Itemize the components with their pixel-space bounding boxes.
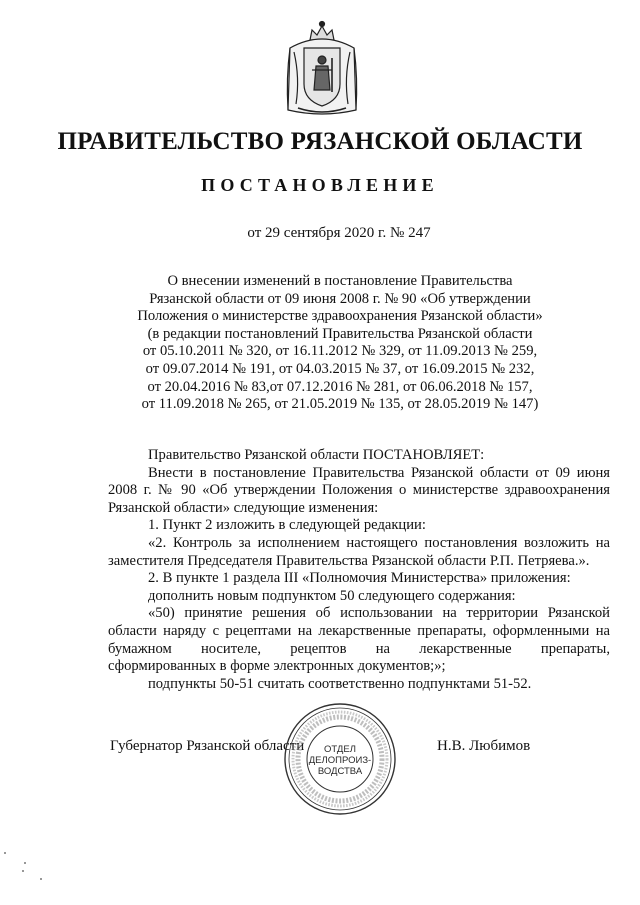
body-line: 1. Пункт 2 изложить в следующей редакции:: [148, 517, 426, 534]
subject-line: от 09.07.2014 № 191, от 04.03.2015 № 37, от 16.09.2015 № 232,: [145, 360, 535, 377]
subject-line: от 20.04.2016 № 83,от 07.12.2016 № 281, от 06.06.2018 № 157,: [147, 378, 533, 395]
body-line: Внести в постановление Правительства Рязанской области от 09 июня: [148, 464, 610, 481]
body-line: дополнить новым подпунктом 50 следующего содержания:: [148, 587, 516, 604]
body-line: 2008 г. № 90 «Об утверждении Положения о министерстве здравоохранения: [108, 482, 610, 499]
stamp-text: ОТДЕЛ: [324, 744, 356, 755]
stamp-text: ДЕЛОПРОИЗ-: [308, 755, 372, 766]
document-body: [108, 447, 610, 693]
document-date-number: от 29 сентября 2020 г. № 247: [247, 225, 431, 241]
organization-title: ПРАВИТЕЛЬСТВО РЯЗАНСКОЙ ОБЛАСТИ: [57, 128, 583, 155]
body-line: сформированных в форме электронных документов;»;: [108, 658, 446, 675]
subject-line: Положения о министерстве здравоохранения Рязанской области»: [137, 308, 543, 325]
body-line: «50) принятие решения об использовании на территории Рязанской: [148, 605, 610, 622]
body-line: бумажном носителе, рецептов на лекарственные препараты,: [108, 640, 610, 657]
signatory-name: Н.В. Любимов: [437, 738, 531, 754]
subject-line: Рязанской области от 09 июня 2008 г. № 90 «Об утверждении: [149, 290, 531, 307]
subject-line: от 11.09.2018 № 265, от 21.05.2019 № 135, от 28.05.2019 № 147): [141, 396, 539, 413]
subject-line: (в редакции постановлений Правительства Рязанской области: [147, 325, 533, 342]
body-line: 2. В пункте 1 раздела III «Полномочия Министерства» приложения:: [148, 570, 571, 587]
body-line: заместителя Председателя Правительства Рязанской области Р.П. Петряева.».: [108, 552, 590, 569]
stamp-text: ВОДСТВА: [317, 766, 363, 777]
subject-line: от 05.10.2011 № 320, от 16.11.2012 № 329, от 11.09.2013 № 259,: [142, 343, 538, 360]
body-line: области наряду с рецептами на лекарственные препараты, оформленными на: [108, 622, 610, 639]
body-line: Рязанской области» следующие изменения:: [108, 499, 379, 516]
document-type: ПОСТАНОВЛЕНИЕ: [201, 175, 439, 195]
body-line: Правительство Рязанской области ПОСТАНОВЛЯЕТ:: [148, 447, 485, 463]
body-line: подпункты 50-51 считать соответственно подпунктами 51-52.: [148, 675, 532, 692]
signatory-title: Губернатор Рязанской области: [110, 738, 305, 754]
subject-line: О внесении изменений в постановление Правительства: [167, 273, 513, 289]
body-line: «2. Контроль за исполнением настоящего постановления возложить на: [148, 534, 610, 551]
coat-of-arms-emblem: [284, 18, 360, 120]
document-subject: [120, 273, 560, 414]
stamp-department: [300, 744, 380, 777]
